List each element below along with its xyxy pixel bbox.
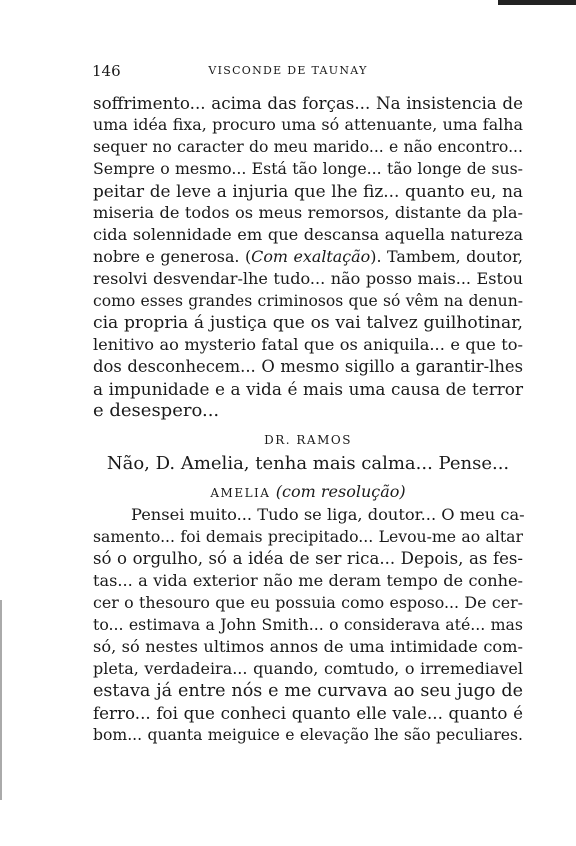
text-line: Pensei muito... Tudo se liga, doutor... O meu ca-: [131, 505, 525, 524]
text-line: a impunidade e a vida é mais uma causa de terror: [93, 379, 523, 399]
page-number: 146: [92, 62, 121, 80]
text-line: lenitivo ao mysterio fatal que os aniquila... e que to-: [93, 335, 523, 354]
text-line: to... estimava a John Smith... o considerava até... mas: [93, 615, 523, 634]
text-line: bom... quanta meiguice e elevação lhe são peculiares.: [93, 726, 523, 744]
speaker-name: DR. RAMOS: [264, 433, 352, 447]
text-line: miseria de todos os meus remorsos, distante da pla-: [93, 203, 523, 222]
running-head: VISCONDE DE TAUNAY: [208, 64, 368, 77]
dialogue-line: Não, D. Amelia, tenha mais calma... Pense...: [106, 453, 510, 474]
text-line: soffrimento... acima das forças... Na insistencia de: [93, 93, 523, 113]
stage-direction: (com resolução): [275, 482, 406, 501]
text-fragment: nobre e generosa. (: [93, 247, 252, 266]
text-line: uma idéa fixa, procuro uma só attenuante, uma falha: [93, 115, 523, 134]
text-fragment: ). Tambem, doutor,: [370, 247, 523, 266]
text-line: como esses grandes criminosos que só vêm na denun-: [93, 292, 523, 310]
text-line: Sempre o mesmo... Está tão longe... tão longe de sus-: [93, 159, 523, 178]
text-line: dos desconhecem... O mesmo sigillo a garantir-lhes: [93, 357, 523, 376]
speaker-name: AMELIA: [210, 486, 271, 500]
stage-direction: Com exaltação: [251, 247, 371, 266]
text-line: pleta, verdadeira... quando, comtudo, o irremediavel: [93, 659, 523, 678]
text-line: só, só nestes ultimos annos de uma intimidade com-: [93, 637, 523, 656]
text-line: tas... a vida exterior não me deram tempo de conhe-: [93, 571, 523, 590]
text-line: cer o thesouro que eu possuia como esposo... De cer-: [93, 593, 523, 612]
text-line: cida solennidade em que descansa aquella natureza: [93, 225, 523, 244]
text-line: sequer no caracter do meu marido... e não encontro...: [93, 137, 523, 156]
body-text: [93, 92, 523, 746]
text-line: e desespero...: [93, 400, 220, 421]
text-line: cia propria á justiça que os vai talvez guilhotinar,: [93, 313, 523, 333]
text-line: ferro... foi que conheci quanto elle vale... quanto é: [93, 703, 523, 723]
page-edge-shadow: [498, 0, 576, 5]
text-line: só o orgulho, só a idéa de ser rica... Depois, as fes-: [93, 549, 523, 568]
text-line: resolvi desvendar-lhe tudo... não posso mais... Estou: [93, 269, 523, 288]
text-line: [93, 246, 523, 268]
page-edge-shadow-left: [0, 600, 2, 800]
speaker-heading: [93, 480, 523, 504]
text-line: peitar de leve a injuria que lhe fiz... quanto eu, na: [93, 181, 523, 201]
text-line: estava já entre nós e me curvava ao seu jugo de: [93, 681, 523, 701]
text-line: samento... foi demais precipitado... Levou-me ao altar: [93, 527, 523, 546]
